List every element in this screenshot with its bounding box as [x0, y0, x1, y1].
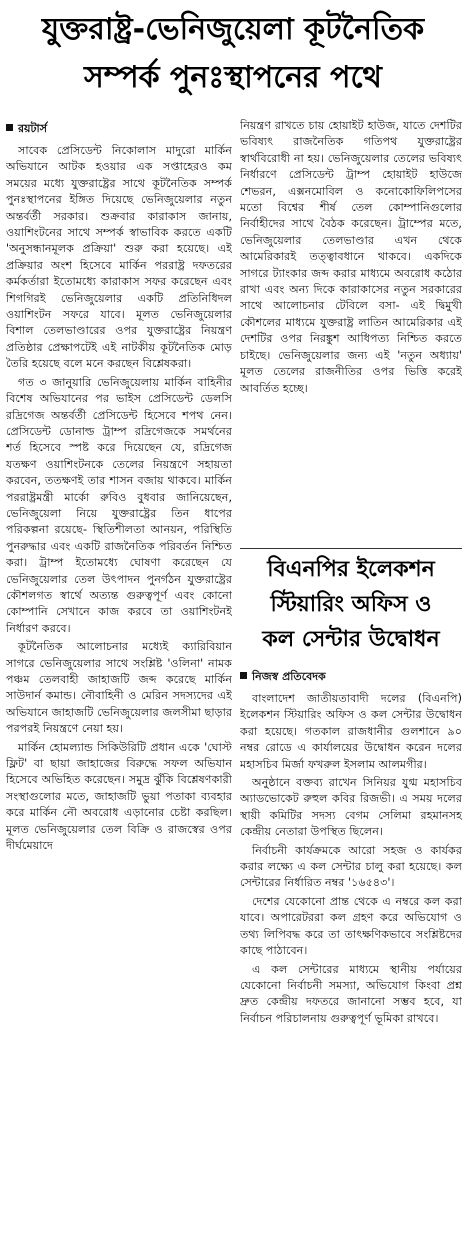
- article1-right-column: [240, 118, 462, 544]
- article2-headline-line-1: বিএনপির ইলেকশন: [267, 557, 435, 582]
- article2-paragraph: অনুষ্ঠানে বক্তব্য রাখেন সিনিয়র যুগ্ম মহাসচিব অ্যাডভোকেট রুহুল কবির রিজভী। এ সময় দলের স্থায়ী কমিটির সদস্য বেগম সেলিমা রহমানসহ কেন্দ্রীয় নেতারা উপস্থিত ছিলেন।: [240, 776, 462, 839]
- main-headline: [0, 0, 466, 110]
- article1-paragraph: গত ৩ জানুয়ারি ভেনিজুয়েলায় মার্কিন বাহিনীর বিশেষ অভিযানের পর ভাইস প্রেসিডেন্ট ডেলসি রদ্রিগেজ অন্তর্বর্তী প্রেসিডেন্ট হিসেবে শপথ নেন। প্রেসিডেন্ট ডোনাল্ড ট্রাম্প রদ্রিগেজকে সমর্থনের শর্ত হিসেবে স্পষ্ট করে দিয়েছেন যে, রদ্রিগেজ যতক্ষণ ওয়াশিংটনকে তেলের নিয়ন্ত্রণে সহায়তা করবেন, ততক্ষণই তার শাসন বজায় থাকবে। মার্কিন পররাষ্ট্রমন্ত্রী মার্কো রুবিও বুধবার জানিয়েছেন, ভেনিজুয়েলা নিয়ে যুক্তরাষ্ট্রের তিন ধাপের পরিকল্পনা রয়েছে- স্থিতিশীলতা আনয়ন, পরিস্থিতি পুনরুদ্ধার এবং একটি রাজনৈতিক পরিবর্তন নিশ্চিত করা। ট্রাম্প ইতোমধ্যে ঘোষণা করেছেন যে ভেনিজুয়েলার তেল উৎপাদন পুনর্গঠন যুক্তরাষ্ট্রের কৌশলগত স্বার্থে অত্যন্ত গুরুত্বপূর্ণ এবং কোনো কোম্পানি সেখানে কাজ করবে তা ওয়াশিংটনই নির্ধারণ করবে।: [6, 375, 232, 635]
- article2-headline: [240, 552, 462, 660]
- article2-paragraph: দেশের যেকোনো প্রান্ত থেকে এ নম্বরে কল করা যাবে। অপারেটররা কল গ্রহণ করে অভিযোগ ও তথ্য লিপিবদ্ধ করে তা তাৎক্ষণিকভাবে সংশ্লিষ্টদের কাছে পাঠাবেন।: [240, 894, 462, 958]
- article1-paragraph: নিয়ন্ত্রণ রাখতে চায় হোয়াইট হাউজ, যাতে দেশটির ভবিষ্যৎ রাজনৈতিক গতিপথ যুক্তরাষ্ট্রের স্বার্থবিরোধী না হয়। ভেনিজুয়েলার তেলের ভবিষ্যৎ নির্ধারণে প্রেসিডেন্ট ট্রাম্প হোয়াইট হাউজে শেভরন, এক্সনমোবিল ও কনোকোফিলিপসের মতো বিশ্বের শীর্ষ তেল কোম্পানিগুলোর নির্বাহীদের সাথে বৈঠক করেছেন। ট্রাম্পের মতে, ভেনিজুয়েলার তেলভাণ্ডার এখন থেকে আমেরিকারই তত্ত্বাবধানে থাকবে। একদিকে সাগরে ট্যাংকার জব্দ করার মাধ্যমে অবরোধ কঠোর রাখা এবং অন্য দিকে কারাকাসের নতুন সরকারের সাথে আলোচনার টেবিলে বসা- এই দ্বিমুখী কৌশলের মাধ্যমে যুক্তরাষ্ট্র লাতিন আমেরিকার এই দেশটির ওপর নিরঙ্কুশ আধিপত্য নিশ্চিত করতে চাইছে। ভেনিজুয়েলার জন্য এই 'নতুন অধ্যায়' মূলত তেলের রাজনীতির ওপর ভিত্তি করেই আবর্তিত হচ্ছে।: [240, 119, 462, 395]
- article2-paragraph: এ কল সেন্টারের মাধ্যমে স্থানীয় পর্যায়ের যেকোনো নির্বাচনী সমস্যা, অভিযোগ কিংবা প্রশ্ন দ্রুত কেন্দ্রীয় দফতরে জানানো সম্ভব হবে, যা নির্বাচন পরিচালনায় গুরুত্বপূর্ণ ভূমিকা রাখবে।: [240, 962, 462, 1025]
- bullet-square-icon: [240, 672, 247, 679]
- article2-byline-text: নিজস্ব প্রতিবেদক: [252, 670, 326, 683]
- bullet-square-icon: [6, 124, 13, 131]
- article1-paragraph: মার্কিন হোমল্যান্ড সিকিউরিটি প্রধান একে 'ঘোস্ট ফ্লিট' বা ছায়া জাহাজের বিরুদ্ধে সফল অভিযান হিসেবে অভিহিত করেছেন। সমুদ্র ঝুঁকি বিশ্লেষণকারী সংস্থাগুলোর মতে, জাহাজটি ভুয়া পতাকা ব্যবহার করে মার্কিন নৌ অবরোধ এড়ানোর চেষ্টা করছিল। মূলত ভেনিজুয়েলার তেল বিক্রি ও রাজস্বের ওপর দীর্ঘমেয়াদে: [6, 740, 232, 853]
- article2-byline: [240, 668, 462, 687]
- article2-headline-line-3: কল সেন্টার উদ্বোধন: [262, 627, 440, 652]
- article2-column: [240, 666, 462, 1246]
- article1-byline: [6, 120, 232, 139]
- headline-line-1: যুক্তরাষ্ট্র-ভেনিজুয়েলা কূটনৈতিক: [41, 12, 425, 47]
- article2-paragraph: নির্বাচনী কার্যক্রমকে আরো সহজ ও কার্যকর করার লক্ষ্যে এ কল সেন্টার চালু করা হয়েছে। কল সেন্টারের নির্ধারিত নম্বর '১৬৫৪৩'।: [240, 843, 462, 890]
- article1-paragraph: সাবেক প্রেসিডেন্ট নিকোলাস মাদুরো মার্কিন অভিযানে আটক হওয়ার এক সপ্তাহেরও কম সময়ের মধ্যে যুক্তরাষ্ট্রের সাথে কূটনৈতিক সম্পর্ক পুনঃস্থাপনের ইঙ্গিত দিয়েছে ভেনিজুয়েলার নতুন অন্তর্বর্তী সরকার। শুক্রবার কারাকাস জানায়, ওয়াশিংটনের সাথে সম্পর্ক স্বাভাবিক করতে একটি 'অনুসন্ধানমূলক প্রক্রিয়া' শুরু করা হয়েছে। এই প্রক্রিয়ার অংশ হিসেবে মার্কিন পররাষ্ট্র দফতরের কর্মকর্তারা ইতোমধ্যে কারাকাস সফর করেছেন এবং শিগগিরই ভেনিজুয়েলার একটি প্রতিনিধিদল ওয়াশিংটন সফরে যাবে। মূলত ভেনিজুয়েলার বিশাল তেলভাণ্ডারের ওপর যুক্তরাষ্ট্রের নিয়ন্ত্রণ প্রতিষ্ঠার প্রেক্ষাপটেই এই নাটকীয় কূটনৈতিক মোড় তৈরি হয়েছে বলে মনে করছেন বিশ্লেষকরা।: [6, 144, 232, 371]
- headline-line-2: সম্পর্ক পুনঃস্থাপনের পথে: [84, 60, 382, 95]
- section-divider: [240, 548, 462, 549]
- article1-paragraph: কূটনৈতিক আলোচনার মধ্যেই ক্যারিবিয়ান সাগরে ভেনিজুয়েলার সাথে সংশ্লিষ্ট 'ওলিনা' নামক পঞ্চম তেলবাহী জাহাজটি জব্দ করেছে মার্কিন সাউদার্ন কমান্ড। নৌবাহিনী ও মেরিন সদস্যদের এই অভিযানে জাহাজটি ভেনিজুয়েলার জলসীমা ছাড়ার পরপরই নিয়ন্ত্রণে নেয়া হয়।: [6, 640, 232, 736]
- article2-headline-line-2: স্টিয়ারিং অফিস ও: [270, 592, 432, 617]
- article2-paragraph: বাংলাদেশ জাতীয়তাবাদী দলের (বিএনপি) ইলেকশন স্টিয়ারিং অফিস ও কল সেন্টার উদ্বোধন করা হয়েছে। গতকাল রাজধানীর গুলশানে ৯০ নম্বর রোডে এ কার্যালয়ের উদ্বোধন করেন দলের মহাসচিব মির্জা ফখরুল ইসলাম আলমগীর।: [240, 692, 462, 771]
- article1-byline-text: রয়টার্স: [18, 122, 47, 135]
- article1-left-column: [6, 118, 232, 1246]
